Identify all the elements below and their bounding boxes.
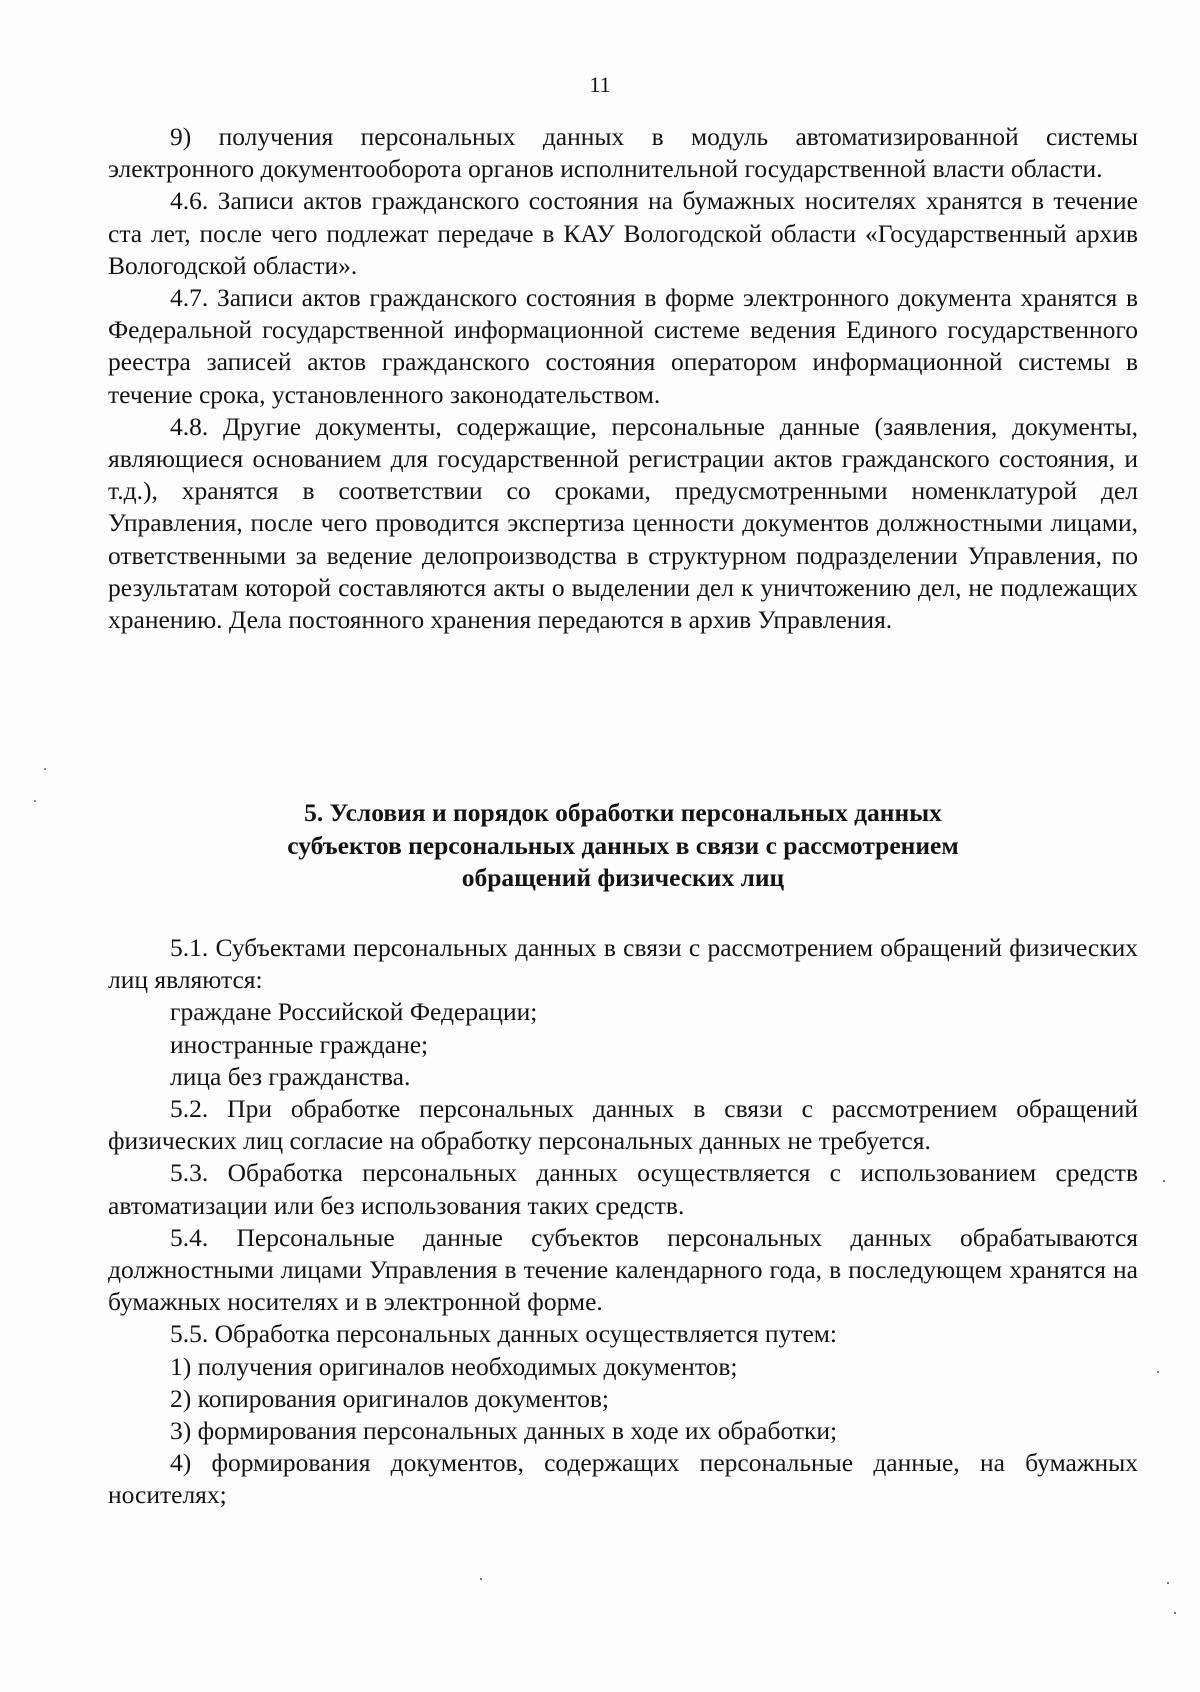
bottom-text-block [108,932,1138,1512]
paragraph-4-6: 4.6. Записи актов гражданского состояния на бумажных носителях хранятся в течение ста лет, после чего подлежат передаче в КАУ Вологодской области «Государственный архив Вологодской области». [108,186,1138,280]
scan-speck [1174,1612,1176,1614]
heading-line: субъектов персональных данных в связи с рассмотрением [287,830,959,860]
scan-speck [1163,1180,1165,1182]
list-item-subject: граждане Российской Федерации; [170,997,538,1027]
heading-line: обращений физических лиц [461,863,785,892]
paragraph-5-2: 5.2. При обработке персональных данных в связи с рассмотрением обращений физических лиц согласие на обработку персональных данных не требуется. [108,1094,1138,1156]
paragraph-5-1: 5.1. Субъектами персональных данных в связи с рассмотрением обращений физических лиц являются: [108,933,1138,995]
list-item-subject: лица без гражданства. [170,1061,411,1091]
scan-speck [480,1578,482,1580]
paragraph-5-3: 5.3. Обработка персональных данных осуществляется с использованием средств автоматизации или без использования таких средств. [108,1158,1138,1220]
top-text-block [108,121,1138,636]
list-item-method: 3) формирования персональных данных в ходе их обработки; [170,1416,838,1446]
heading-line: 5. Условия и порядок обработки персональных данных [304,798,942,827]
list-item-method: 1) получения оригиналов необходимых документов; [170,1351,738,1381]
list-item-method: 2) копирования оригиналов документов; [170,1383,609,1413]
scan-speck [34,800,36,802]
section-5-heading [108,797,1138,895]
scan-speck [1167,1582,1169,1584]
scan-speck [44,768,46,770]
list-item-subject: иностранные граждане; [170,1029,429,1059]
paragraph-item-9: 9) получения персональных данных в модуль автоматизированной системы электронного документооборота органов исполнительной государственной власти области. [108,122,1138,184]
paragraph-5-5: 5.5. Обработка персональных данных осуществляется путем: [170,1319,837,1349]
list-item-method: 4) формирования документов, содержащих персональные данные, на бумажных носителях; [108,1448,1138,1510]
paragraph-5-4: 5.4. Персональные данные субъектов персональных данных обрабатываются должностными лицами Управления в течение календарного года, в последующем хранятся на бумажных носителях и в электронной форме. [108,1222,1138,1317]
scan-speck [1157,1371,1159,1373]
paragraph-4-8: 4.8. Другие документы, содержащие, персональные данные (заявления, документы, являющиеся основанием для государственной регистрации актов гражданского состояния, и т.д.), хранятся в соответствии со сроками, предусмотренными номенклатурой дел Управления, после чего проводится экспертиза ценности документов должностными лицами, ответственными за ведение делопроизводства в структурном подразделении Управления, по результатам которой составляются акты о выделении дел к уничтожению дел, не подлежащих хранению. Дела постоянного хранения передаются в архив Управления. [108,411,1138,635]
page-number: 11 [589,72,611,97]
paragraph-4-7: 4.7. Записи актов гражданского состояния в форме электронного документа хранятся в Федеральной государственной информационной системе ведения Единого государственного реестра записей актов гражданского состояния оператором информационной системы в течение срока, установленного законодательством. [108,283,1138,409]
